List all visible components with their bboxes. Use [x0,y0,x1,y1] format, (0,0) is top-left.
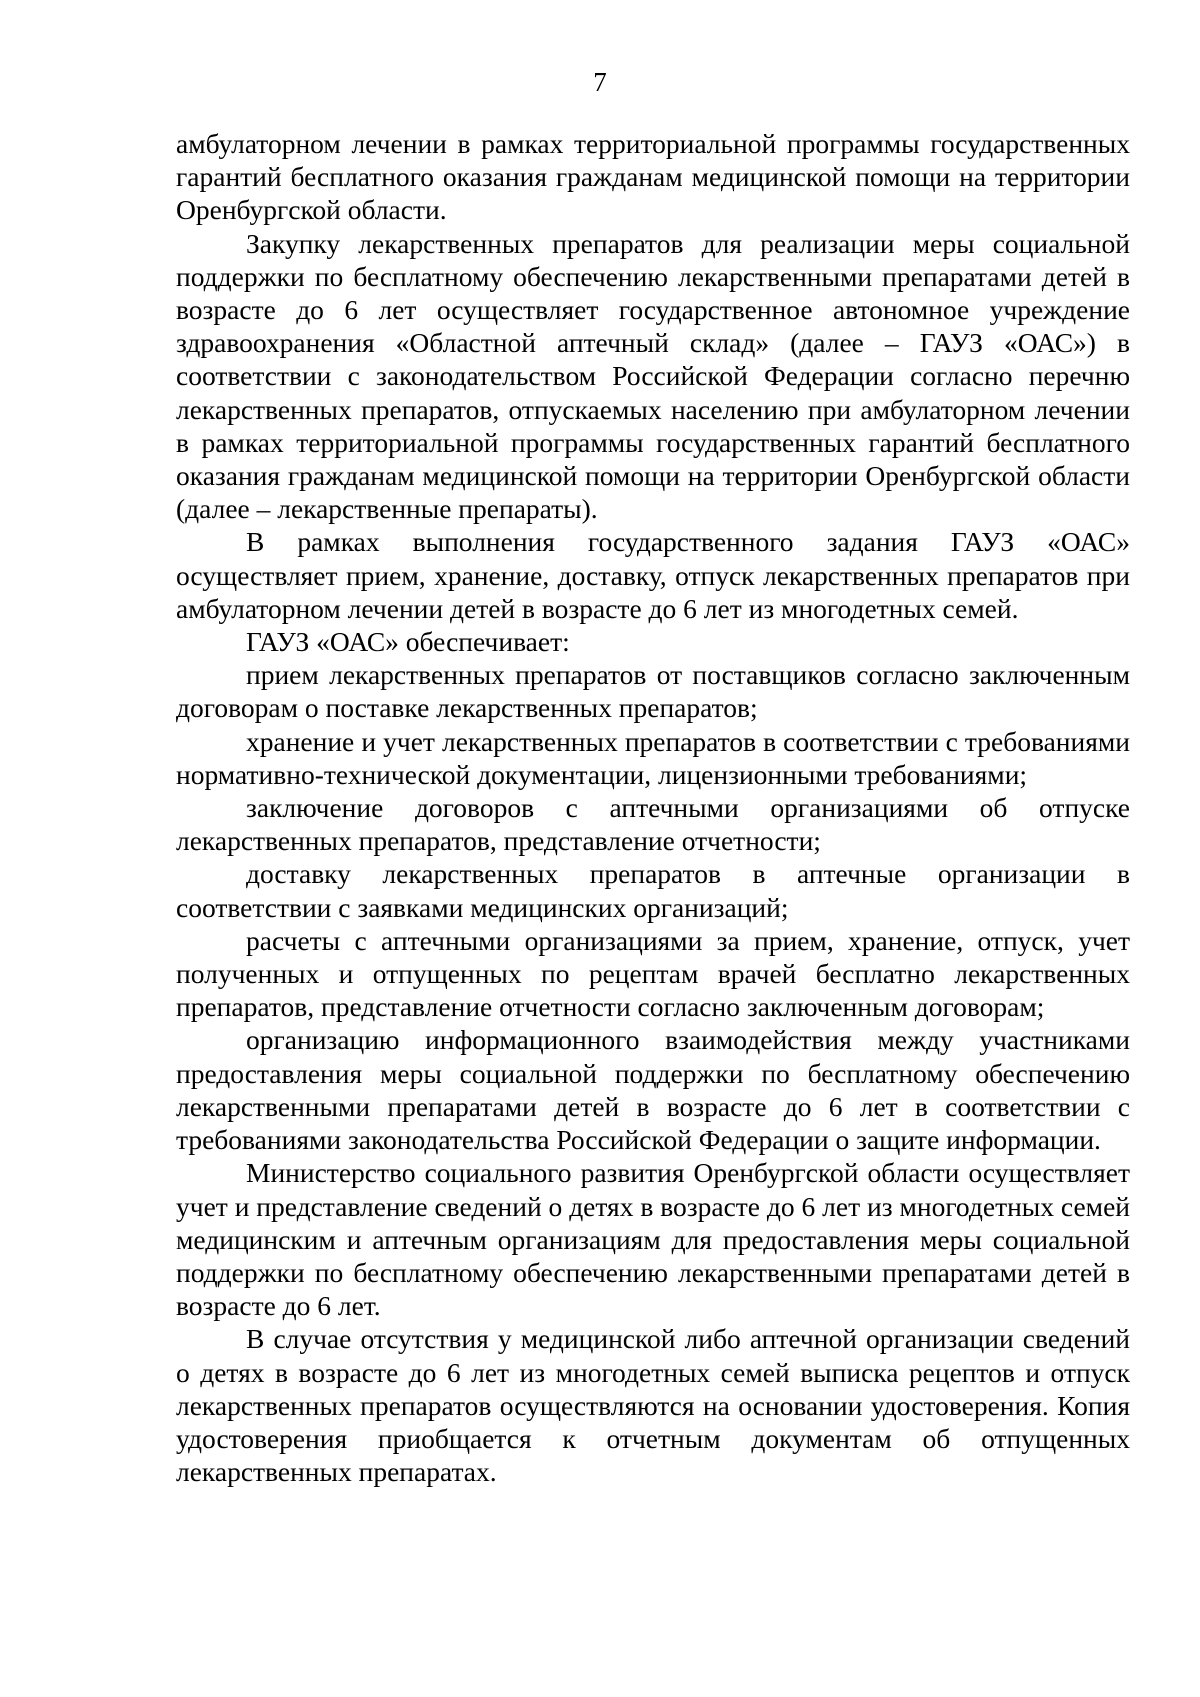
list-item-storage: хранение и учет лекарственных препаратов в соответствии с требованиями нормативно-технической документации, лицензионными требованиями; [176,725,1130,790]
paragraph-provides-intro: ГАУЗ «ОАС» обеспечивает: [246,626,570,658]
list-item-contracts: заключение договоров с аптечными организациями об отпуске лекарственных препаратов, представление отчетности; [176,792,1130,857]
paragraph-procurement: Закупку лекарственных препаратов для реализации меры социальной поддержки по бесплатному обеспечению лекарственными препаратами детей в возрасте до 6 лет осуществляет государственное автономное учреждение здравоохранения «Областной аптечный склад» (далее – ГАУЗ «ОАС») в соответствии с законодательством Российской Федерации согласно перечню лекарственных препаратов, отпускаемых населению при амбулаторном лечении в рамках территориальной программы государственных гарантий бесплатного оказания гражданам медицинской помощи на территории Оренбургской области (далее – лекарственные препараты). [176,227,1130,525]
paragraph-absence-case: В случае отсутствия у медицинской либо аптечной организации сведений о детях в возрасте до 6 лет из многодетных семей выписка рецептов и отпуск лекарственных препаратов осуществляются на основании удостоверения. Копия удостоверения приобщается к отчетным документам об отпущенных лекарственных препаратах. [176,1323,1130,1488]
paragraph-ministry: Министерство социального развития Оренбургской области осуществляет учет и представление сведений о детях в возрасте до 6 лет из многодетных семей медицинским и аптечным организациям для предоставления меры социальной поддержки по бесплатному обеспечению лекарственными препаратами детей в возрасте до 6 лет. [176,1157,1130,1322]
list-item-information: организацию информационного взаимодействия между участниками предоставления меры социальной поддержки по бесплатному обеспечению лекарственными препаратами детей в возрасте до 6 лет в соответствии с требованиями законодательства Российской Федерации о защите информации. [176,1024,1130,1156]
list-item-delivery: доставку лекарственных препаратов в аптечные организации в соответствии с заявками медицинских организаций; [176,858,1130,923]
list-item-reception: прием лекарственных препаратов от поставщиков согласно заключенным договорам о поставке лекарственных препаратов; [176,659,1130,724]
page-number: 7 [593,67,607,97]
document-body [176,127,1130,1488]
list-item-settlements: расчеты с аптечными организациями за прием, хранение, отпуск, учет полученных и отпущенных по рецептам врачей бесплатно лекарственных препаратов, представление отчетности согласно заключенным договорам; [176,924,1130,1023]
paragraph-continuation: амбулаторном лечении в рамках территориальной программы государственных гарантий бесплатного оказания гражданам медицинской помощи на территории Оренбургской области. [176,128,1130,226]
paragraph-state-task: В рамках выполнения государственного задания ГАУЗ «ОАС» осуществляет прием, хранение, доставку, отпуск лекарственных препаратов при амбулаторном лечении детей в возрасте до 6 лет из многодетных семей. [176,526,1130,624]
